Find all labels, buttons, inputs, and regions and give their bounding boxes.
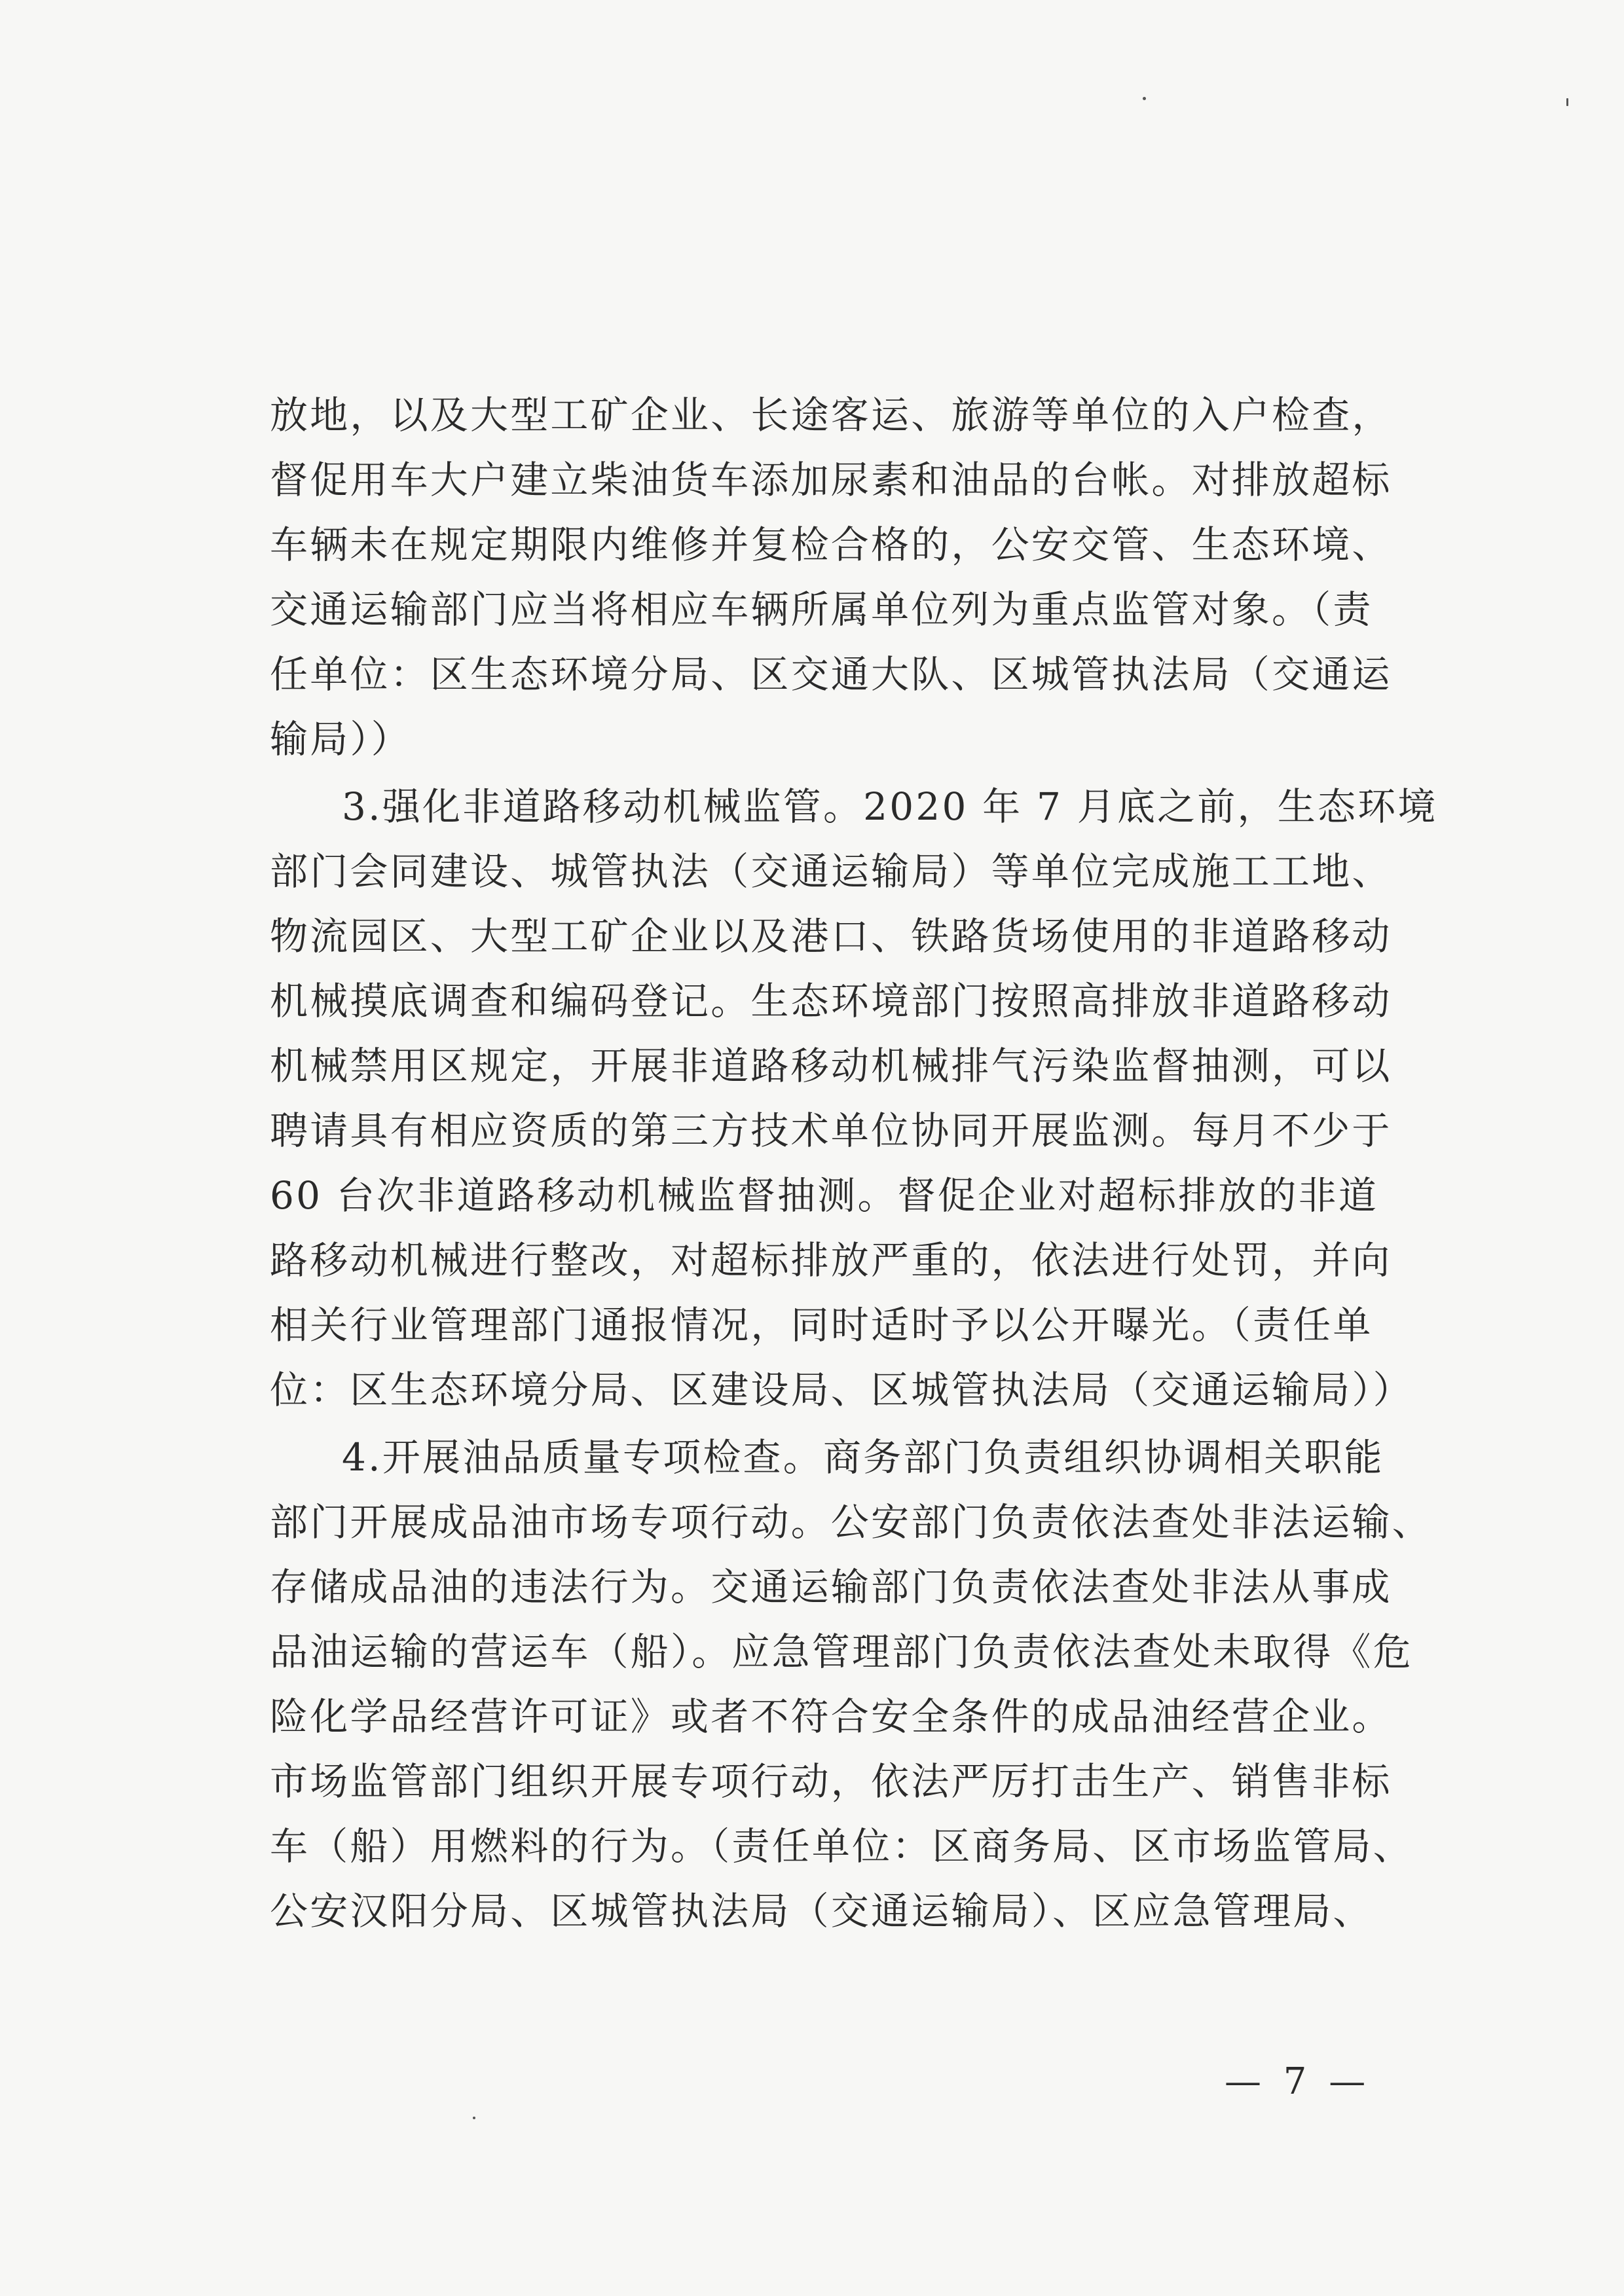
text-line: 相关行业管理部门通报情况，同时适时予以公开曝光。（责任单 [270, 1303, 1373, 1347]
scan-speck [473, 2117, 475, 2119]
text-line: 部门会同建设、城管执法（交通运输局）等单位完成施工工地、 [270, 849, 1392, 894]
text-line: 放地，以及大型工矿企业、长途客运、旅游等单位的入户检查， [270, 393, 1392, 437]
text-line: 位：区生态环境分局、区建设局、区城管执法局（交通运输局）） [270, 1368, 1413, 1412]
text-line: 任单位：区生态环境分局、区交通大队、区城管执法局（交通运 [270, 652, 1392, 697]
scan-speck [1566, 98, 1568, 106]
text-line: 物流园区、大型工矿企业以及港口、铁路货场使用的非道路移动 [270, 914, 1392, 958]
paragraph-item-3 [270, 774, 1438, 1423]
text-line: 部门开展成品油市场专项行动。公安部门负责依法查处非法运输、 [270, 1500, 1432, 1544]
text-line: 输局）） [270, 717, 411, 761]
text-line: 市场监管部门组织开展专项行动，依法严厉打击生产、销售非标 [270, 1759, 1392, 1804]
text-line: 聘请具有相应资质的第三方技术单位协同开展监测。每月不少于 [270, 1108, 1392, 1153]
text-line: 路移动机械进行整改，对超标排放严重的，依法进行处罚，并向 [270, 1238, 1392, 1283]
text-line: 公安汉阳分局、区城管执法局（交通运输局）、区应急管理局、 [270, 1889, 1373, 1933]
text-line: 督促用车大户建立柴油货车添加尿素和油品的台帐。对排放超标 [270, 458, 1392, 502]
paragraph-item-4 [270, 1425, 1432, 1944]
text-line: 4.开展油品质量专项检查。商务部门负责组织协调相关职能 [342, 1435, 1384, 1480]
body-text [270, 383, 1438, 1946]
text-line: 60 台次非道路移动机械监督抽测。督促企业对超标排放的非道 [270, 1173, 1379, 1218]
text-line: 车（船）用燃料的行为。（责任单位：区商务局、区市场监管局、 [270, 1824, 1413, 1868]
text-line: 车辆未在规定期限内维修并复检合格的，公安交管、生态环境、 [270, 522, 1392, 567]
text-line: 存储成品油的违法行为。交通运输部门负责依法查处非法从事成 [270, 1565, 1392, 1609]
text-line: 3.强化非道路移动机械监管。2020 年 7 月底之前，生态环境 [342, 784, 1438, 829]
text-line: 品油运输的营运车（船）。应急管理部门负责依法查处未取得《危 [270, 1630, 1413, 1674]
text-line: 交通运输部门应当将相应车辆所属单位列为重点监管对象。（责 [270, 587, 1373, 632]
text-line: 机械摸底调查和编码登记。生态环境部门按照高排放非道路移动 [270, 979, 1392, 1023]
text-line: 险化学品经营许可证》或者不符合安全条件的成品油经营企业。 [270, 1694, 1392, 1739]
paragraph-continuation [270, 383, 1403, 772]
text-line: 机械禁用区规定，开展非道路移动机械排气污染监督抽测，可以 [270, 1044, 1392, 1088]
page-number: — 7 — [1225, 2060, 1371, 2103]
scan-speck [1143, 97, 1146, 100]
